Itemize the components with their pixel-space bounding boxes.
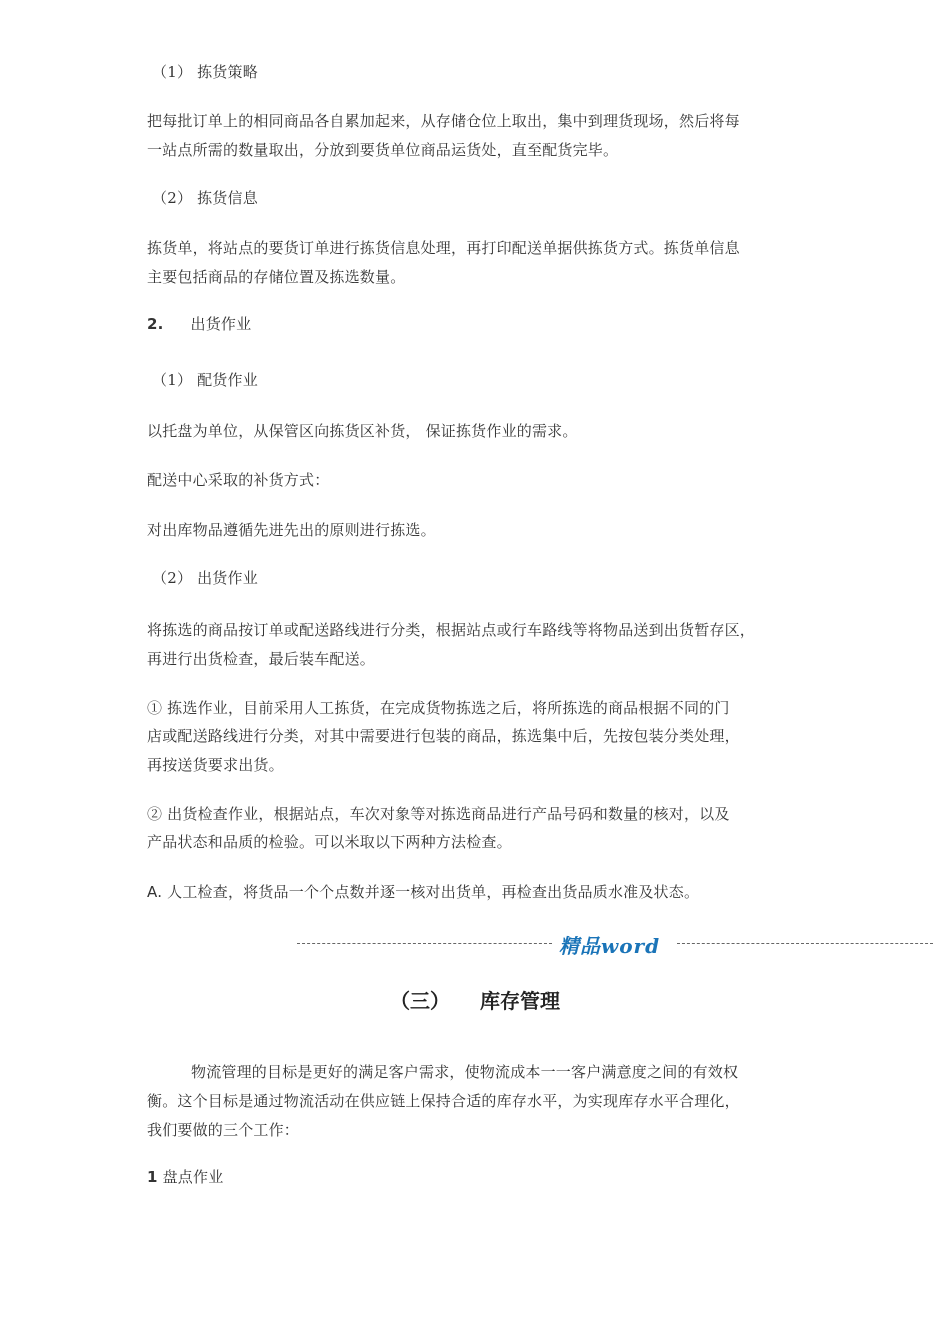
paragraph-line: 物流管理的目标是更好的满足客户需求，使物流成本一一客户满意度之间的有效权 (191, 1063, 739, 1081)
list-text: 人工检查，将货品一个个点数并逐一核对出货单，再检查出货品质水准及状态。 (167, 883, 700, 901)
paragraph-line: 再按送货要求出货。 (147, 756, 284, 774)
paragraph-line: 店或配送路线进行分类，对其中需要进行包装的商品，拣选集中后，先按包装分类处理， (147, 727, 740, 745)
paragraph-line: 我们要做的三个工作： (147, 1121, 300, 1139)
section-title: 出货作业 (190, 315, 252, 333)
paragraph-line: 拣货单，将站点的要货订单进行拣货信息处理，再打印配送单据供拣货方式。拣货单信息 (147, 239, 740, 257)
section-number: 1 (147, 1168, 158, 1186)
section-title: 盘点作业 (162, 1168, 224, 1186)
paragraph-line: 产品状态和品质的检验。可以米取以下两种方法检查。 (147, 833, 512, 851)
paragraph-line: 配送中心采取的补货方式： (147, 471, 330, 489)
paragraph-line: 把每批订单上的相同商品各自累加起来，从存储仓位上取出，集中到理货现场，然后将每 (147, 112, 740, 130)
section-title: 库存管理 (480, 989, 560, 1013)
subheading-picking-info: （2） 拣货信息 (152, 189, 258, 207)
paragraph-line: 对出库物品遵循先进先出的原则进行拣选。 (147, 521, 436, 539)
paragraph-line: 衡。这个目标是通过物流活动在供应链上保持合适的库存水平，为实现库存水平合理化， (147, 1092, 740, 1110)
subheading-allocation: （1） 配货作业 (152, 371, 258, 389)
subheading-shipping: （2） 出货作业 (152, 569, 258, 587)
dashed-rule-left (297, 943, 552, 944)
paragraph-line: 主要包括商品的存储位置及拣选数量。 (147, 268, 406, 286)
subheading-picking-strategy: （1） 拣货策略 (152, 63, 258, 81)
section-heading-shipping (147, 310, 251, 339)
watermark-text: 精品word (559, 934, 661, 958)
paragraph-line (147, 878, 699, 907)
paragraph-line: ① 拣选作业，目前采用人工拣货，在完成货物拣选之后，将所拣选的商品根据不同的门 (147, 699, 730, 717)
section-heading-inventory (0, 985, 950, 1014)
paragraph-line: 以托盘为单位，从保管区向拣货区补货， 保证拣货作业的需求。 (147, 422, 578, 440)
section-number: 2. (147, 315, 164, 333)
paragraph-line: 一站点所需的数量取出，分放到要货单位商品运货处，直至配货完毕。 (147, 141, 619, 159)
watermark-divider (297, 930, 933, 956)
paragraph-line: 将拣选的商品按订单或配送路线进行分类，根据站点或行车路线等将物品送到出货暂存区， (147, 621, 756, 639)
section-heading-stocktake (147, 1163, 223, 1192)
section-number: （三） (390, 989, 450, 1013)
dashed-rule-right (677, 943, 933, 944)
list-prefix: A. (147, 883, 163, 901)
paragraph-line: ② 出货检查作业，根据站点，车次对象等对拣选商品进行产品号码和数量的核对，以及 (147, 805, 730, 823)
paragraph-line: 再进行出货检查，最后装车配送。 (147, 650, 376, 668)
